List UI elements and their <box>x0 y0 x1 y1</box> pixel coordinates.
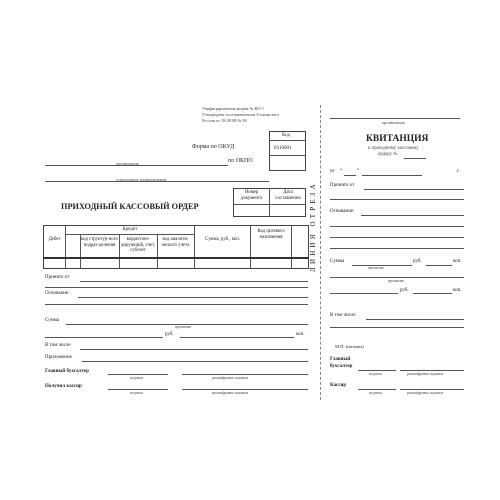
receipt-stamp-label: М.П. (штампа) <box>335 344 364 349</box>
receipt-accepted-from-line[interactable] <box>364 189 464 190</box>
receipt-signature-decoding-label-2: расшифровка подписи <box>407 391 444 395</box>
receipt-basis-line[interactable] <box>361 215 464 216</box>
col-struct-code: код структур-ного подраз-деления <box>81 237 118 248</box>
receipt-chief-signature-line[interactable] <box>358 370 396 371</box>
signature-decoding-label-1: расшифровка подписи <box>212 376 249 380</box>
signature-label-2: подпись <box>130 391 144 395</box>
signature-decoding-label-2: расшифровка подписи <box>212 391 249 395</box>
col-sum: Сумма, руб., коп. <box>205 237 240 242</box>
code-label: Код <box>282 133 290 138</box>
receipt-including-line[interactable] <box>366 319 464 320</box>
receipt-signature-decoding-label-1: расшифровка подписи <box>407 372 444 376</box>
col-corr-account: корреспон-дирующий, счет, субсчет <box>120 237 156 254</box>
header-line-2: Утверждена постановлением Госкомстата <box>202 112 279 117</box>
in-words-label: прописью <box>175 325 192 329</box>
receipt-in-words-label-1: прописью <box>368 266 385 270</box>
receipt-subtitle-2: ордеру № <box>378 152 398 157</box>
okud-label: Форма по ОКУД <box>192 144 235 150</box>
receipt-signature-label-1: подпись <box>369 372 383 376</box>
receipt-in-words-label-2: прописью <box>388 279 405 283</box>
basis-label: Основание: <box>45 291 70 296</box>
basis-line[interactable] <box>78 297 308 298</box>
receipt-quote-close: ” <box>357 169 360 174</box>
col-purpose-code: Код целевого назначения <box>257 229 285 240</box>
including-label: В том числе <box>45 343 71 348</box>
chief-accountant-label: Главный бухгалтер <box>45 369 89 374</box>
doc-date-label: Дата составления <box>275 190 301 201</box>
receipt-accepted-from-label: Принято от <box>330 183 355 188</box>
receipt-rub-label-1: руб. <box>413 259 422 264</box>
header-line-3: России от 18.08.98 № 88 <box>202 118 247 123</box>
receipt-chief-accountant-2: бухгалтер <box>330 364 353 369</box>
attachment-line[interactable] <box>82 361 308 362</box>
receipt-cashier-label: Кассир <box>330 383 347 388</box>
receipt-chief-decoding-line[interactable] <box>400 370 464 371</box>
signature-label-1: подпись <box>130 376 144 380</box>
receipt-sum-label: Сумма <box>330 259 345 264</box>
receipt-title: КВИТАНЦИЯ <box>366 134 429 144</box>
receipt-month-line[interactable] <box>362 175 422 176</box>
okud-code[interactable]: 0310001 <box>274 146 292 151</box>
receipt-rub-label-2: руб. <box>400 288 409 293</box>
receipt-organization-label: организация <box>382 120 405 125</box>
receipt-from-label: от <box>330 169 335 174</box>
col-debit: Дебет <box>48 237 61 242</box>
cut-line-label: ЛИНИЯ ОТРЕЗА <box>309 181 317 272</box>
receipt-signature-label-2: подпись <box>369 391 383 395</box>
receipt-quote-open: “ <box>340 169 343 174</box>
accepted-from-line[interactable] <box>80 281 308 282</box>
receipt-including-label: В том числе <box>330 313 356 318</box>
accepted-from-label: Принято от <box>45 275 70 280</box>
receipt-number-line[interactable] <box>404 158 426 159</box>
receipt-subtitle-1: к приходному кассовому <box>368 146 419 151</box>
receipt-kop-label-1: коп. <box>453 259 462 264</box>
okpo-label: по ОКПО <box>228 158 253 164</box>
col-credit: Кредит <box>122 227 138 232</box>
receipt-chief-accountant-1: Главный <box>330 357 351 362</box>
rub-label: руб. <box>165 332 174 337</box>
subdivision-label: структурное подразделение <box>116 177 167 182</box>
col-analytic-code: код аналити-ческого учета <box>161 237 190 248</box>
chief-accountant-signature-line[interactable] <box>108 374 168 375</box>
kop-label: коп. <box>296 332 305 337</box>
cashier-signature-line[interactable] <box>108 389 168 390</box>
receipt-cashier-signature-line[interactable] <box>358 389 396 390</box>
attachment-label: Приложение <box>45 355 72 360</box>
chief-accountant-decoding-line[interactable] <box>182 374 308 375</box>
including-line[interactable] <box>80 349 308 350</box>
sum-label: Сумма <box>45 318 60 323</box>
receipt-cashier-decoding-line[interactable] <box>400 389 464 390</box>
organization-label: организация <box>116 161 139 166</box>
doc-number-label: Номер документа <box>240 190 263 201</box>
header-line-1: Унифицированная форма № КО-1 <box>202 106 264 111</box>
form-title: ПРИХОДНЫЙ КАССОВЫЙ ОРДЕР <box>61 202 199 211</box>
receipt-kop-label-2: коп. <box>453 288 462 293</box>
cut-separator <box>320 105 321 400</box>
receipt-year-label: г. <box>457 169 460 174</box>
receipt-day-line[interactable] <box>344 175 356 176</box>
receipt-organization-line[interactable] <box>330 118 460 119</box>
receipt-basis-label: Основание: <box>330 209 355 214</box>
cashier-label: Получил кассир <box>45 384 82 389</box>
cashier-decoding-line[interactable] <box>182 389 308 390</box>
